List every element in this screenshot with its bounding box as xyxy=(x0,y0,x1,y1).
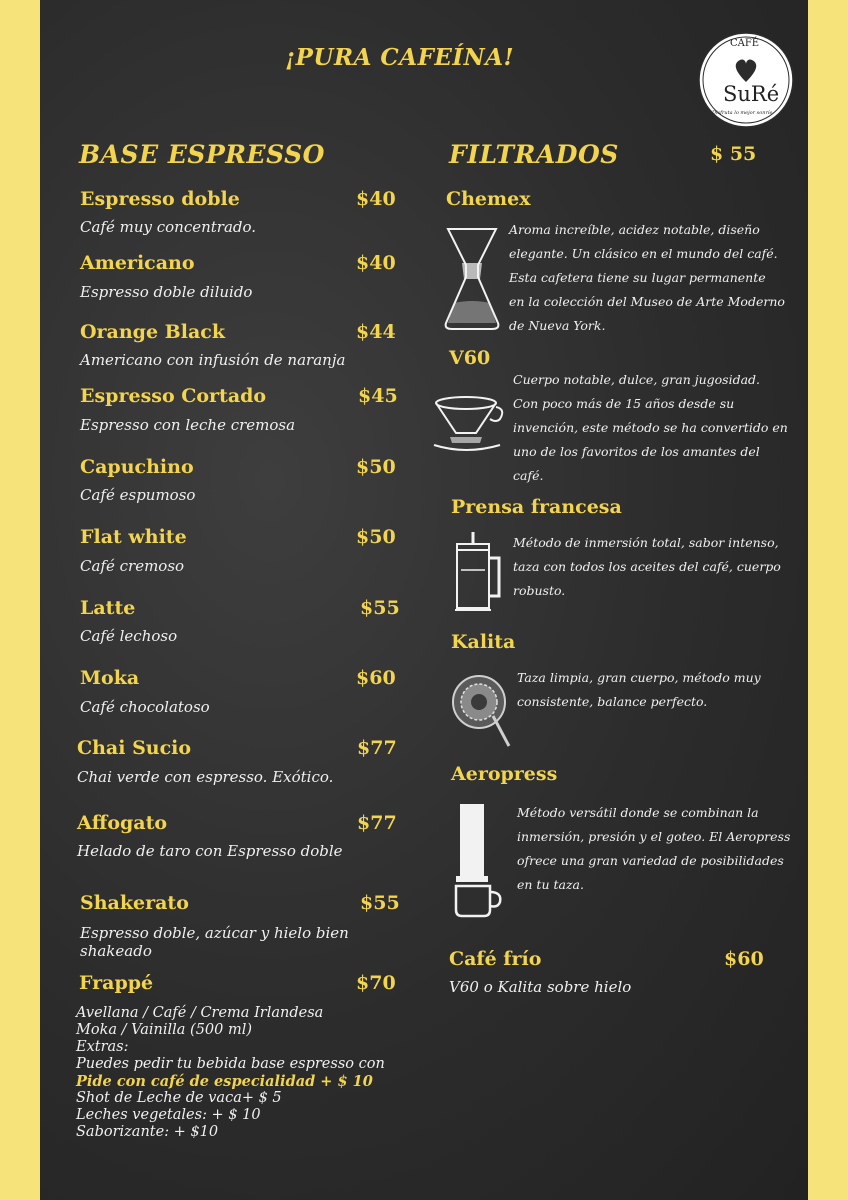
menu-item-desc: Americano con infusión de naranja xyxy=(80,351,346,369)
menu-item-name: Orange Black xyxy=(80,321,225,343)
menu-item-price: $50 xyxy=(356,456,396,478)
desc-line: en tu taza. xyxy=(517,877,584,892)
menu-item-name: Espresso Cortado xyxy=(80,385,267,407)
logo-top-text: CAFÉ xyxy=(730,38,760,49)
page-title: ¡PURA CAFEÍNA! xyxy=(285,44,515,71)
desc-line: en la colección del Museo de Arte Moderno xyxy=(509,294,785,309)
menu-item-desc: Café lechoso xyxy=(80,627,178,645)
v60-icon xyxy=(430,393,506,455)
method-desc xyxy=(517,801,797,897)
desc-line: Método versátil donde se combinan la xyxy=(517,805,759,820)
desc-line: ofrece una gran variedad de posibilidades xyxy=(517,853,784,868)
desc-line: Método de inmersión total, sabor intenso, xyxy=(513,535,779,550)
menu-item-desc: Café muy concentrado. xyxy=(80,218,257,236)
menu-item-price: $55 xyxy=(360,892,400,914)
frappe-line: Leches vegetales: + $ 10 xyxy=(76,1107,261,1123)
menu-item-price: $60 xyxy=(356,667,396,689)
desc-line: Cuerpo notable, dulce, gran jugosidad. xyxy=(513,372,761,387)
desc-line: Esta cafetera tiene su lugar permanente xyxy=(509,270,766,285)
menu-item-name: Chai Sucio xyxy=(77,737,192,759)
frappe-line: Extras: xyxy=(76,1039,129,1055)
desc-line: elegante. Un clásico en el mundo del café. xyxy=(509,246,778,261)
menu-item-desc: Helado de taro con Espresso doble xyxy=(77,842,343,860)
menu-item-price: $45 xyxy=(358,385,398,407)
desc-line: de Nueva York. xyxy=(509,318,606,333)
desc-line: Con poco más de 15 años desde su xyxy=(513,396,735,411)
menu-item-price: $40 xyxy=(356,252,396,274)
menu-item-desc: Café espumoso xyxy=(80,486,196,504)
frappe-line: Moka / Vainilla (500 ml) xyxy=(76,1022,253,1038)
desc-line: robusto. xyxy=(513,583,566,598)
desc-line: taza con todos los aceites del café, cuerpo xyxy=(513,559,781,574)
frappe-line: Saborizante: + $10 xyxy=(76,1124,219,1140)
menu-item-name: Frappé xyxy=(79,972,154,994)
menu-item-name: Capuchino xyxy=(80,456,194,478)
frappe-details xyxy=(76,1005,385,1141)
method-name: Aeropress xyxy=(451,763,558,785)
menu-item-name: Americano xyxy=(80,252,195,274)
menu-item-name: Café frío xyxy=(449,948,542,970)
menu-item-desc: Café cremoso xyxy=(80,557,185,575)
menu-item-price: $44 xyxy=(356,321,396,343)
chemex-icon xyxy=(440,225,504,333)
method-desc xyxy=(509,218,789,338)
method-desc xyxy=(513,368,793,488)
filtrados-heading: FILTRADOS xyxy=(449,140,619,169)
logo-name: SuRé xyxy=(723,82,780,106)
logo-tagline: Disfruta lo mejor sonríe xyxy=(712,110,773,116)
frappe-line: Puedes pedir tu bebida base espresso con xyxy=(76,1056,385,1072)
menu-item-desc: Espresso doble diluido xyxy=(80,283,253,301)
frappe-line: Shot de Leche de vaca+ $ 5 xyxy=(76,1090,282,1106)
menu-item-desc-cont: shakeado xyxy=(80,942,152,960)
menu-item-price: $60 xyxy=(724,948,764,970)
menu-item-name: Affogato xyxy=(77,812,168,834)
desc-line: Aroma increíble, acidez notable, diseño xyxy=(509,222,760,237)
espresso-heading: BASE ESPRESSO xyxy=(79,140,325,169)
menu-item-price: $50 xyxy=(356,526,396,548)
menu-item-price: $77 xyxy=(357,737,397,759)
menu-item-name: Espresso doble xyxy=(80,188,240,210)
menu-item-desc: Espresso con leche cremosa xyxy=(80,416,296,434)
menu-item-desc: Espresso doble, azúcar y hielo bien xyxy=(80,924,349,942)
method-desc xyxy=(513,531,793,603)
kalita-icon xyxy=(449,672,513,750)
desc-line: Taza limpia, gran cuerpo, método muy xyxy=(517,670,761,685)
french-press-icon xyxy=(447,530,507,616)
frappe-line: Avellana / Café / Crema Irlandesa xyxy=(76,1005,324,1021)
menu-item-price: $70 xyxy=(356,972,396,994)
desc-line: café. xyxy=(513,468,544,483)
method-name: Prensa francesa xyxy=(451,496,622,518)
menu-item-name: Latte xyxy=(80,597,136,619)
method-desc xyxy=(517,666,797,714)
menu-item-price: $40 xyxy=(356,188,396,210)
desc-line: uno de los favoritos de los amantes del xyxy=(513,444,760,459)
menu-item-price: $55 xyxy=(360,597,400,619)
method-name: Kalita xyxy=(451,631,516,653)
method-name: V60 xyxy=(449,347,491,369)
menu-item-name: Flat white xyxy=(80,526,187,548)
desc-line: inmersión, presión y el goteo. El Aeropress xyxy=(517,829,791,844)
method-name: Chemex xyxy=(446,188,531,210)
menu-item-price: $77 xyxy=(357,812,397,834)
menu-item-desc: V60 o Kalita sobre hielo xyxy=(449,978,632,996)
menu-item-desc: Chai verde con espresso. Exótico. xyxy=(77,768,334,786)
menu-item-name: Shakerato xyxy=(80,892,189,914)
cafe-logo xyxy=(696,30,796,130)
menu-item-name: Moka xyxy=(80,667,140,689)
desc-line: invención, este método se ha convertido en xyxy=(513,420,788,435)
filtrados-price: $ 55 xyxy=(710,143,757,165)
menu-item-desc: Café chocolatoso xyxy=(80,698,210,716)
frappe-highlight-line: Pide con café de especialidad + $ 10 xyxy=(76,1073,373,1090)
aeropress-icon xyxy=(450,802,506,918)
desc-line: consistente, balance perfecto. xyxy=(517,694,708,709)
